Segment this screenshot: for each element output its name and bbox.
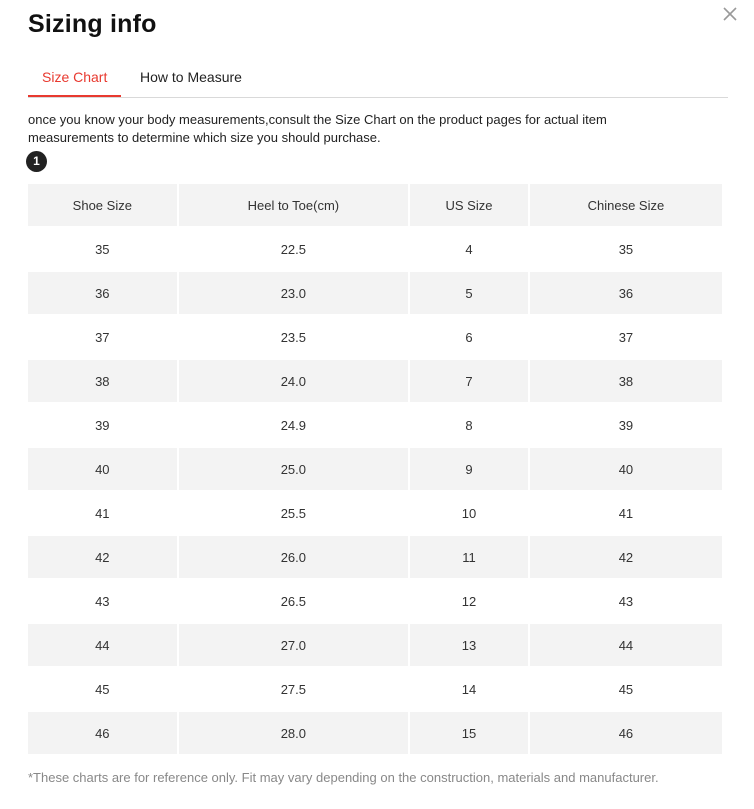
header-us-size: US Size	[410, 184, 528, 226]
close-icon[interactable]	[720, 4, 740, 24]
cell-chinese-size: 37	[530, 316, 722, 358]
footnote-text: *These charts are for reference only. Fit may vary depending on the construction, materials and manufacturer.	[28, 770, 659, 785]
cell-shoe-size: 46	[28, 712, 177, 754]
cell-heel-to-toe: 25.5	[179, 492, 408, 534]
header-shoe-size: Shoe Size	[28, 184, 177, 226]
cell-us-size: 11	[410, 536, 528, 578]
table-row	[28, 536, 722, 578]
table-row	[28, 492, 722, 534]
cell-shoe-size: 38	[28, 360, 177, 402]
cell-shoe-size: 39	[28, 404, 177, 446]
table-row	[28, 228, 722, 270]
cell-us-size: 4	[410, 228, 528, 270]
header-chinese-size: Chinese Size	[530, 184, 722, 226]
dialog-title: Sizing info	[28, 10, 157, 38]
cell-heel-to-toe: 26.0	[179, 536, 408, 578]
cell-us-size: 13	[410, 624, 528, 666]
cell-us-size: 15	[410, 712, 528, 754]
cell-heel-to-toe: 27.5	[179, 668, 408, 710]
cell-heel-to-toe: 24.0	[179, 360, 408, 402]
close-button[interactable]	[720, 4, 740, 24]
cell-us-size: 7	[410, 360, 528, 402]
table-row	[28, 712, 722, 754]
cell-us-size: 14	[410, 668, 528, 710]
table-row	[28, 580, 722, 622]
cell-heel-to-toe: 22.5	[179, 228, 408, 270]
cell-heel-to-toe: 26.5	[179, 580, 408, 622]
cell-heel-to-toe: 27.0	[179, 624, 408, 666]
cell-shoe-size: 45	[28, 668, 177, 710]
cell-heel-to-toe: 23.0	[179, 272, 408, 314]
cell-shoe-size: 40	[28, 448, 177, 490]
cell-shoe-size: 41	[28, 492, 177, 534]
cell-chinese-size: 40	[530, 448, 722, 490]
table-row	[28, 624, 722, 666]
description-text: once you know your body measurements,consult the Size Chart on the product pages for actual item measurements to determine which size you should purchase.	[28, 112, 607, 145]
table-row	[28, 404, 722, 446]
table-row	[28, 360, 722, 402]
table-row	[28, 448, 722, 490]
cell-us-size: 8	[410, 404, 528, 446]
table-row	[28, 316, 722, 358]
cell-heel-to-toe: 23.5	[179, 316, 408, 358]
step-number-badge: 1	[26, 151, 47, 172]
cell-us-size: 6	[410, 316, 528, 358]
table-row	[28, 272, 722, 314]
cell-heel-to-toe: 28.0	[179, 712, 408, 754]
header-heel-to-toe: Heel to Toe(cm)	[179, 184, 408, 226]
cell-shoe-size: 35	[28, 228, 177, 270]
cell-chinese-size: 36	[530, 272, 722, 314]
table-row	[28, 668, 722, 710]
cell-us-size: 5	[410, 272, 528, 314]
cell-heel-to-toe: 24.9	[179, 404, 408, 446]
cell-chinese-size: 39	[530, 404, 722, 446]
cell-chinese-size: 43	[530, 580, 722, 622]
tab-how-to-measure[interactable]: How to Measure	[140, 69, 242, 85]
table-header-row	[28, 184, 722, 226]
tab-bar	[28, 58, 728, 98]
cell-shoe-size: 42	[28, 536, 177, 578]
cell-us-size: 9	[410, 448, 528, 490]
cell-chinese-size: 41	[530, 492, 722, 534]
cell-chinese-size: 46	[530, 712, 722, 754]
cell-us-size: 12	[410, 580, 528, 622]
size-chart-table	[26, 182, 724, 756]
cell-shoe-size: 37	[28, 316, 177, 358]
cell-shoe-size: 44	[28, 624, 177, 666]
cell-us-size: 10	[410, 492, 528, 534]
cell-chinese-size: 42	[530, 536, 722, 578]
cell-shoe-size: 36	[28, 272, 177, 314]
cell-chinese-size: 38	[530, 360, 722, 402]
cell-chinese-size: 44	[530, 624, 722, 666]
cell-heel-to-toe: 25.0	[179, 448, 408, 490]
cell-chinese-size: 35	[530, 228, 722, 270]
tab-size-chart[interactable]: Size Chart	[28, 58, 121, 97]
cell-chinese-size: 45	[530, 668, 722, 710]
cell-shoe-size: 43	[28, 580, 177, 622]
